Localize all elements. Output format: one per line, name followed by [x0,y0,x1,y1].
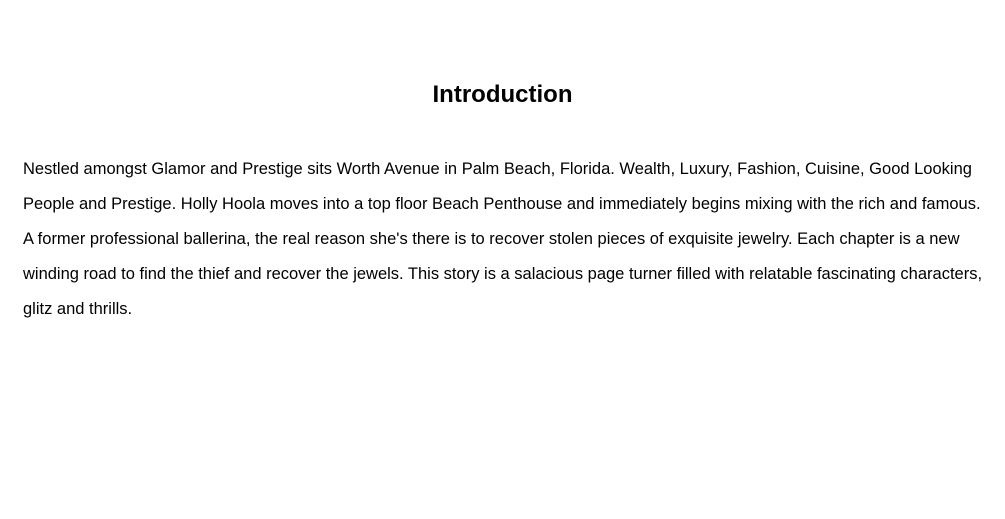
section-heading: Introduction [432,81,573,108]
introduction-paragraph: Nestled amongst Glamor and Prestige sits Worth Avenue in Palm Beach, Florida. Wealth, Luxury, Fashion, Cuisine, Good Looking People and Prestige. Holly Hoola moves into a top floor Beach Penthouse and immediately begins mixing with the rich and famous. A former professional ballerina, the real reason she's there is to recover stolen pieces of exquisite jewelry. Each chapter is a new winding road to find the thief and recover the jewels. This story is a salacious page turner filled with relatable fascinating characters, glitz and thrills. [23,160,983,318]
